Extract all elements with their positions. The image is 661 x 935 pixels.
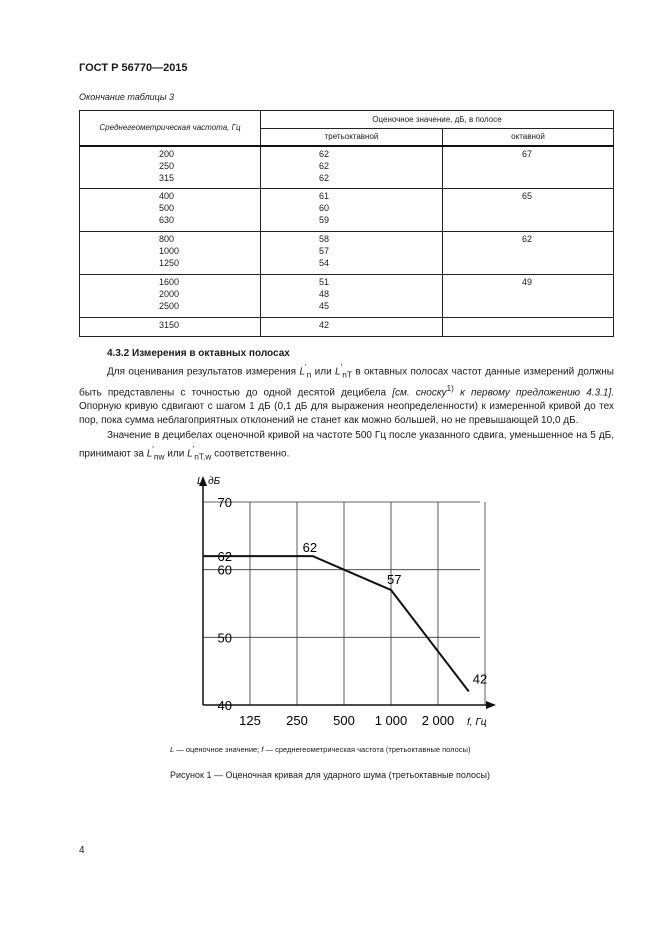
table-caption: Окончание таблицы 3 (79, 92, 174, 102)
legend-L: L (170, 745, 175, 754)
symbol-L: L (146, 448, 153, 460)
p1-text-b: в октавных полосах частот данные измерений должны быть представлены с точностью до одной десятой децибела (79, 366, 614, 399)
x-axis-label: f, Гц (467, 717, 487, 728)
p1-or: или (314, 366, 332, 378)
cell-third: 48 (319, 289, 330, 299)
p2-or: или (167, 448, 185, 460)
footnote-mark: 1) (446, 383, 454, 394)
cell-third: 58 (319, 234, 330, 244)
section-title: 4.3.2 Измерения в октавных полосах (107, 348, 290, 359)
chart-grid (203, 502, 488, 705)
cell-freq: 2000 (159, 289, 180, 299)
cell-octave: 62 (522, 234, 533, 244)
cell-third: 60 (319, 203, 330, 213)
cell-third: 57 (319, 246, 330, 256)
page-number: 4 (79, 845, 85, 856)
p2-text-a: Значение в децибелах оценочной кривой на частоте 500 Гц после указанного сдвига, уменьшенное на 5 дБ, принимают за (79, 430, 614, 460)
cell-freq: 1250 (159, 258, 180, 268)
symbol-L: L (335, 366, 341, 378)
p2-text-b: соответственно. (214, 448, 290, 460)
header-value: Оценочное значение, дБ, в полосе (261, 111, 614, 129)
symbol-L: L (187, 448, 193, 460)
cell-freq: 250 (159, 160, 175, 171)
header-third-octave: третьоктавной (261, 129, 443, 146)
y-tick-label: 60 (217, 562, 232, 578)
cell-third: 62 (319, 148, 330, 159)
cell-third: 45 (319, 301, 330, 311)
y-tick-label: 70 (217, 495, 232, 510)
curve-annotation: 57 (387, 571, 402, 587)
x-tick-label: 1 000 (374, 713, 408, 728)
figure-legend (170, 745, 470, 754)
curve-annotation: 42 (472, 671, 488, 687)
legend-text-b: — среднегеометрическая частота (третьоктавные полосы) (263, 745, 471, 754)
cell-third: 51 (319, 277, 330, 287)
curve-annotations (303, 540, 488, 686)
p1-text-a: Для оценивания результатов измерения (107, 366, 297, 378)
header-octave: октавной (443, 129, 614, 146)
symbol-sub: n (306, 369, 312, 380)
paragraph-1: Для оценивания результатов измерения $L'_n$ или $L'_{nT}$ в октавных полосах частот данные измерений должны быть представлены с точностью до одной десятой децибела [см. сноску$^{1)}$ к первому предложению 4.3.1]. Опорную кривую сдвигают с шагом 1 дБ (0,1 дБ для выражения неопределенности) к измеренной кривой до тех пор, пока сумма неблагоприятных отклонений не станет как можно большей, но не превышающей 10,0 дБ. (79, 362, 615, 427)
legend-f: f (261, 745, 264, 754)
x-tick-label: 2 000 (421, 713, 455, 728)
p1-text-c: Опорную кривую сдвигают с шагом 1 дБ (0,1 дБ для выражения неопределенности) к измеренной кривой до тех пор, пока сумма неблагоприятных отклонений не станет как можно большей, но не превышающей 10,0 дБ. (79, 401, 614, 427)
cell-third: 61 (319, 191, 330, 201)
symbol-sub: nT,w (194, 451, 212, 462)
p1-ref: [см. сноску (392, 387, 447, 399)
cell-third: 62 (319, 172, 330, 183)
p1-ref2: к первому предложению 4.3.1]. (460, 387, 615, 399)
x-axis-arrow (486, 701, 496, 709)
cell-octave: 49 (522, 277, 533, 287)
legend-text-a: — оценочное значение; (174, 745, 262, 754)
cell-freq: 2500 (159, 301, 180, 311)
symbol-sub: nT (342, 369, 352, 380)
cell-freq: 200 (159, 148, 175, 159)
cell-freq: 1000 (159, 246, 180, 256)
x-tick-label: 125 (239, 713, 261, 728)
document-header: ГОСТ Р 56770—2015 (79, 62, 188, 74)
cell-third: 62 (319, 160, 330, 171)
cell-freq: 630 (159, 215, 175, 225)
rating-curve-line (203, 556, 469, 691)
cell-freq: 800 (159, 234, 175, 244)
symbol-L: L (299, 366, 306, 378)
curve-annotation: 62 (302, 540, 318, 556)
cell-freq: 500 (159, 203, 175, 213)
y-label-62: 62 (217, 549, 232, 565)
y-tick-label: 40 (217, 698, 232, 713)
header-frequency: Среднегеометрическая частота, Гц (80, 111, 261, 146)
symbol-sub: nw (153, 451, 165, 462)
cell-third: 54 (319, 258, 330, 268)
cell-octave: 65 (522, 191, 533, 201)
x-tick-label: 250 (286, 713, 308, 728)
figure-caption: Рисунок 1 — Оценочная кривая для ударного шума (третьоктавные полосы) (170, 770, 491, 780)
y-tick-labels (218, 495, 232, 713)
cell-freq: 1600 (159, 277, 180, 287)
cell-third: 59 (319, 215, 330, 225)
y-axis-label: L, дБ (197, 476, 221, 487)
cell-freq: 315 (159, 172, 175, 183)
cell-freq: 400 (159, 191, 175, 201)
cell-third: 42 (319, 320, 330, 330)
x-tick-labels (239, 713, 454, 728)
cell-freq: 3150 (159, 320, 180, 330)
paragraph-2: Значение в децибелах оценочной кривой на частоте 500 Гц после указанного сдвига, уменьшенное на 5 дБ, принимают за $L'_{nw}$ или $L'_{nT,w}$ соответственно. (79, 430, 614, 462)
cell-octave: 67 (522, 148, 533, 159)
y-tick-label: 50 (217, 630, 232, 646)
x-tick-label: 500 (333, 713, 355, 728)
